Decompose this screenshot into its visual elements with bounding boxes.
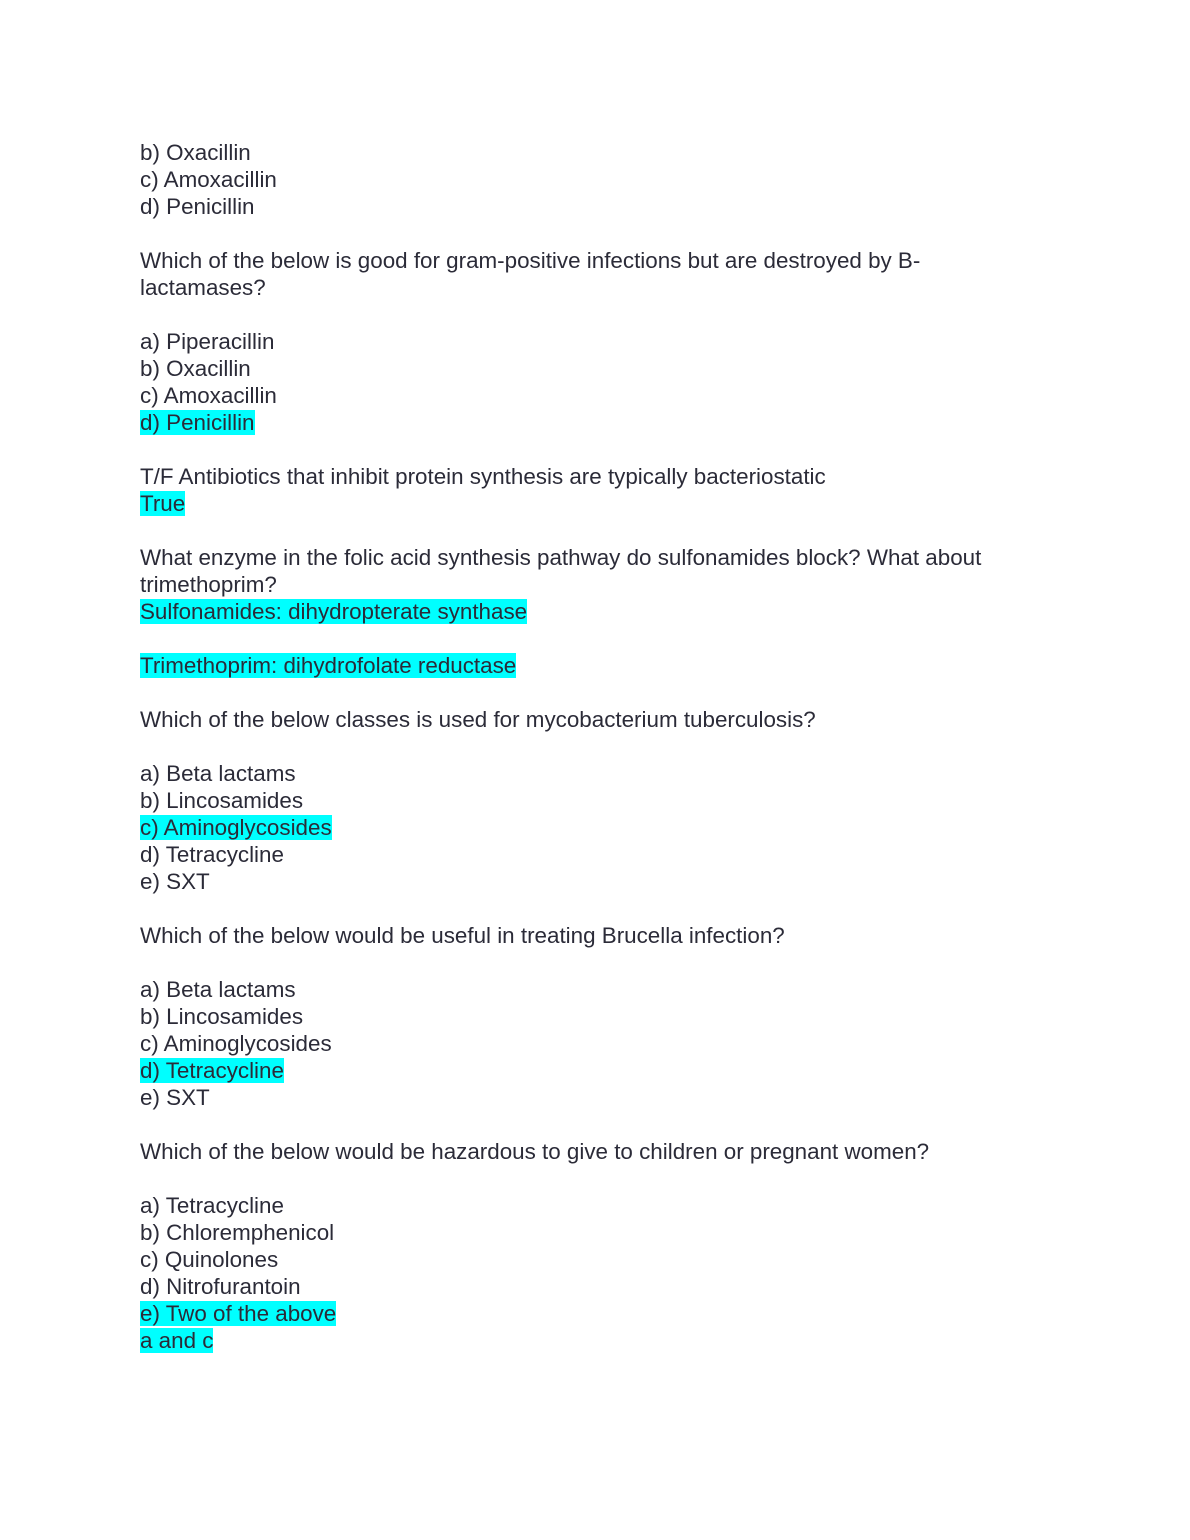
option-d: d) Nitrofurantoin [140,1274,301,1299]
option-c: c) Aminoglycosides [140,1031,332,1056]
option-e-highlighted [140,1300,1040,1327]
option-d-highlighted [140,409,1040,436]
option-c: c) Amoxacillin [140,383,277,408]
question-text: trimethoprim? [140,572,277,597]
option-d-highlighted [140,1057,1040,1084]
question-text: What enzyme in the folic acid synthesis pathway do sulfonamides block? What about [140,545,982,570]
answer-highlight: True [140,491,186,516]
question-text: T/F Antibiotics that inhibit protein synthesis are typically bacteriostatic [140,464,826,489]
answer-highlight: a and c [140,1328,214,1353]
answer-line [140,652,1040,679]
question-text: Which of the below would be hazardous to give to children or pregnant women? [140,1139,930,1164]
answer-line [140,1327,1040,1354]
option-a: a) Piperacillin [140,329,275,354]
question-text: Which of the below classes is used for mycobacterium tuberculosis? [140,707,816,732]
option-c: c) Amoxacillin [140,167,277,192]
option-a: a) Tetracycline [140,1193,284,1218]
option-e: e) SXT [140,1085,210,1110]
option-d: d) Penicillin [140,194,255,219]
option-b: b) Oxacillin [140,140,251,165]
answer-highlight: Trimethoprim: dihydrofolate reductase [140,653,517,678]
document-page [140,139,1040,1354]
option-d: d) Tetracycline [140,842,284,867]
answer-line [140,598,1040,625]
option-e: e) SXT [140,869,210,894]
question-text: Which of the below is good for gram-positive infections but are destroyed by B- [140,248,921,273]
option-a: a) Beta lactams [140,977,296,1002]
option-b: b) Chloremphenicol [140,1220,335,1245]
option-b: b) Lincosamides [140,1004,304,1029]
option-c-highlighted [140,814,1040,841]
answer-highlight: d) Penicillin [140,410,255,435]
option-c: c) Quinolones [140,1247,279,1272]
option-b: b) Oxacillin [140,356,251,381]
answer-highlight: Sulfonamides: dihydropterate synthase [140,599,528,624]
answer-highlight: c) Aminoglycosides [140,815,332,840]
question-text: lactamases? [140,275,266,300]
answer-line [140,490,1040,517]
answer-highlight: d) Tetracycline [140,1058,284,1083]
option-a: a) Beta lactams [140,761,296,786]
answer-highlight: e) Two of the above [140,1301,337,1326]
option-b: b) Lincosamides [140,788,304,813]
question-text: Which of the below would be useful in treating Brucella infection? [140,923,785,948]
